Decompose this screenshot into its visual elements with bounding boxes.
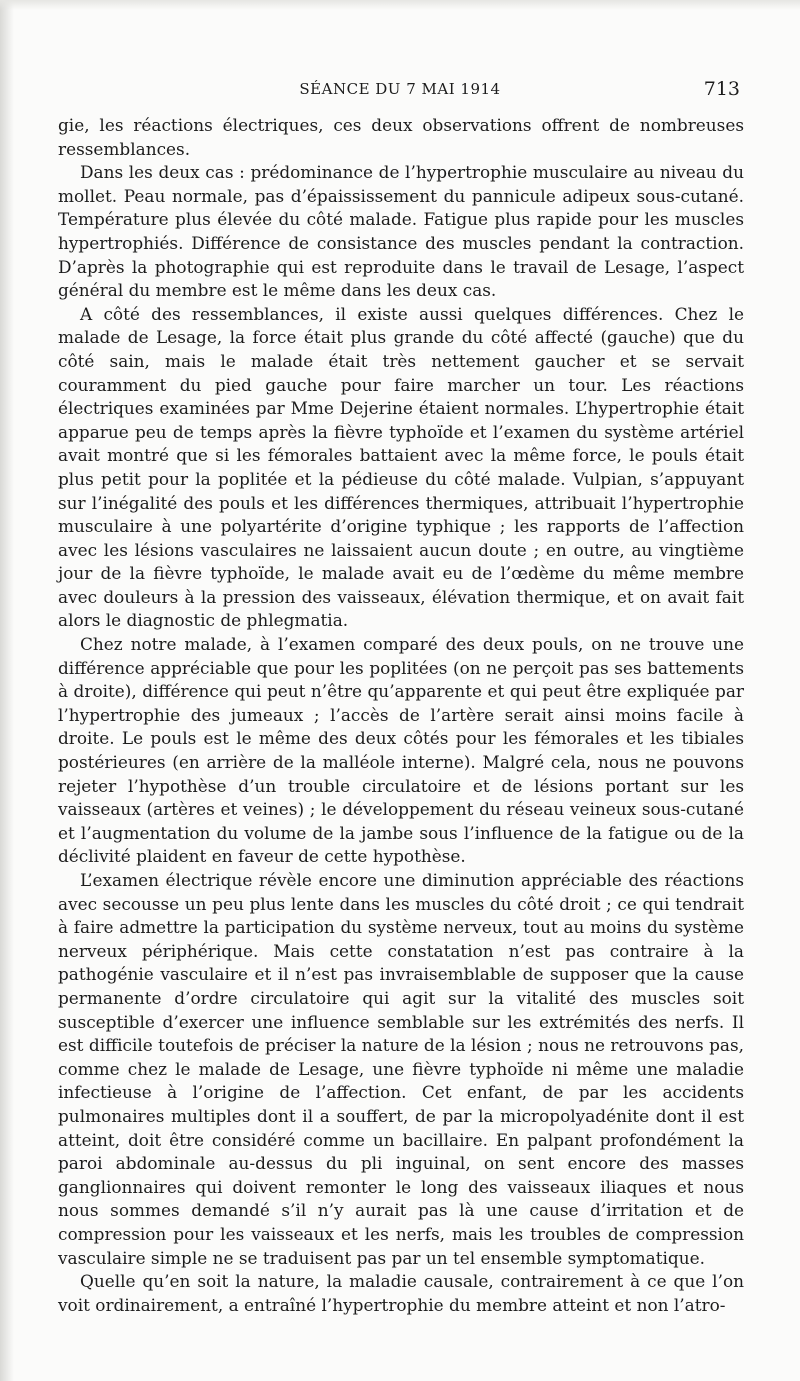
page-top-shadow: [0, 0, 800, 10]
paragraph-electrical-examination: L’examen électrique révèle encore une diminution appréciable des réactions avec secousse un peu plus lente dans les muscles du côté droit ; ce qui tendrait à faire admettre la participation du système nerveux, tout au moins du système nerveux périphérique. Mais cette constatation n’est pas contraire à la pathogénie vasculaire et il n’est pas invraisemblable de supposer que la cause permanente d’ordre circulatoire qui agit sur la vitalité des muscles soit susceptible d’exercer une influence semblable sur les extrémités des nerfs. Il est difficile toutefois de préciser la nature de la lésion ; nous ne retrouvons pas, comme chez le malade de Lesage, une fièvre typhoïde ni même une maladie infectieuse à l’origine de l’affection. Cet enfant, de par les accidents pulmonaires multiples dont il a souffert, de par la micropolyadénite dont il est atteint, doit être considéré comme un bacillaire. En palpant profondément la paroi abdominale au-dessus du pli inguinal, on sent encore des masses ganglionnaires qui doivent remonter le long des vaisseaux iliaques et nous nous sommes demandé s’il n’y aurait pas là une cause d’irritation et de compression pour les vaisseaux et les nerfs, mais les troubles de compression vasculaire simple ne se traduisent pas par un tel ensemble symptomatique.: [58, 870, 744, 1268]
paragraph-resemblances: Dans les deux cas : prédominance de l’hypertrophie musculaire au niveau du mollet. Peau normale, pas d’épaississement du pannicule adipeux sous-cutané. Température plus élevée du côté malade. Fatigue plus rapide pour les muscles hypertrophiés. Différence de consistance des muscles pendant la contraction. D’après la photographie qui est reproduite dans le travail de Lesage, l’aspect général du membre est le même dans les deux cas.: [58, 162, 744, 301]
running-head: SÉANCE DU 7 MAI 1914: [299, 80, 501, 98]
page-number: 713: [703, 78, 740, 100]
body-text: [58, 114, 744, 1317]
paragraph-differences: A côté des ressemblances, il existe aussi quelques différences. Chez le malade de Lesage, la force était plus grande du côté affecté (gauche) que du côté sain, mais le malade était très nettement gaucher et se servait couramment du pied gauche pour faire marcher un tour. Les réactions électriques examinées par Mme Dejerine étaient normales. L’hypertrophie était apparue peu de temps après la fièvre typhoïde et l’examen du système artériel avait montré que si les fémorales battaient avec la même force, le pouls était plus petit pour la poplitée et la pédieuse du côté malade. Vulpian, s’appuyant sur l’inégalité des pouls et les différences thermiques, attribuait l’hypertrophie musculaire à une polyartérite d’origine typhique ; les rapports de l’affection avec les lésions vasculaires ne laissaient aucun doute ; en outre, au vingtième jour de la fièvre typhoïde, le malade avait eu de l’œdème du même membre avec douleurs à la pression des vaisseaux, élévation thermique, et on avait fait alors le diagnostic de phlegmatia.: [58, 303, 744, 631]
page-edge-shadow: [0, 0, 14, 1381]
paragraph-conclusion: Quelle qu’en soit la nature, la maladie causale, contrairement à ce que l’on voit ordinairement, a entraîné l’hypertrophie du membre atteint et non l’atro-: [58, 1271, 744, 1315]
page-header: [60, 74, 740, 104]
paragraph-pulse-examination: Chez notre malade, à l’examen comparé des deux pouls, on ne trouve une différence appréciable que pour les poplitées (on ne perçoit pas ses battements à droite), différence qui peut n’être qu’apparente et qui peut être expliquée par l’hypertrophie des jumeaux ; l’accès de l’artère serait ainsi moins facile à droite. Le pouls est le même des deux côtés pour les fémorales et les tibiales postérieures (en arrière de la malléole interne). Malgré cela, nous ne pouvons rejeter l’hypothèse d’un trouble circulatoire et de lésions portant sur les vaisseaux (artères et veines) ; le développement du réseau veineux sous-cutané et l’augmentation du volume de la jambe sous l’influence de la fatigue ou de la déclivité plaident en faveur de cette hypothèse.: [58, 634, 744, 867]
paragraph-continued: gie, les réactions électriques, ces deux observations offrent de nombreuses ressemblances.: [58, 115, 744, 159]
